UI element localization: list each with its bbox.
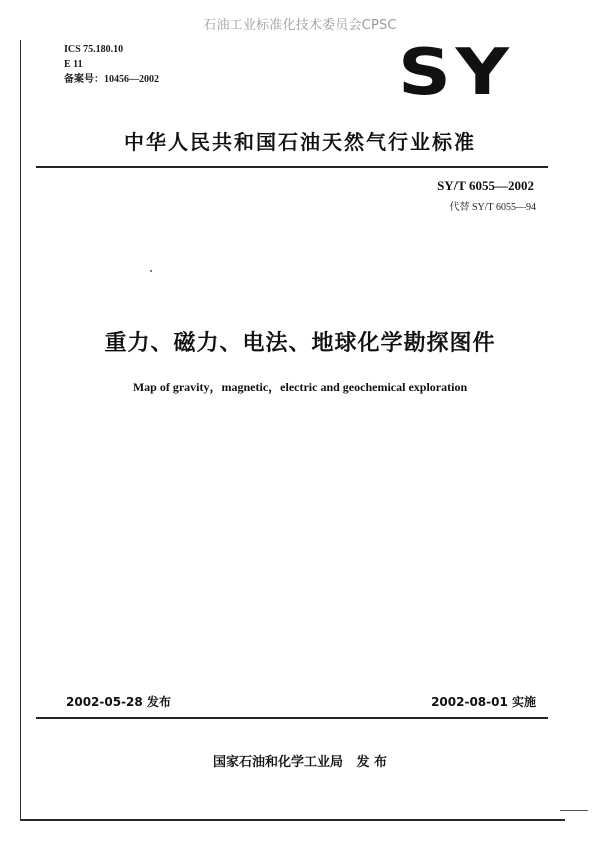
scan-speck <box>150 270 152 272</box>
record-number: 备案号：10456—2002 <box>64 74 159 85</box>
classification-code: E 11 <box>64 59 83 70</box>
scan-border-bottom <box>20 819 565 821</box>
document-meta <box>64 42 159 87</box>
standard-organization-heading: 中华人民共和国石油天然气行业标准 <box>124 130 476 154</box>
footer-divider <box>36 717 548 719</box>
header-divider <box>36 166 548 168</box>
standard-replaces: 代替 SY/T 6055—94 <box>449 202 536 213</box>
document-title-chinese: 重力、磁力、电法、地球化学勘探图件 <box>104 331 496 356</box>
document-title-english: Map of gravity，magnetic，electric and geochemical exploration <box>132 380 468 394</box>
scan-border-right-fragment <box>560 810 588 811</box>
standard-code: SY/T 6055—2002 <box>437 178 534 193</box>
sy-logo: SY <box>398 36 514 110</box>
watermark-text: 石油工业标准化技术委员会CPSC <box>203 18 397 33</box>
effective-date: 2002-08-01 实施 <box>431 695 536 709</box>
scan-border-left <box>20 40 21 820</box>
ics-code: ICS 75.180.10 <box>64 44 124 55</box>
issuing-authority: 国家石油和化学工业局 发 布 <box>212 755 388 770</box>
publish-date: 2002-05-28 发布 <box>66 695 171 709</box>
